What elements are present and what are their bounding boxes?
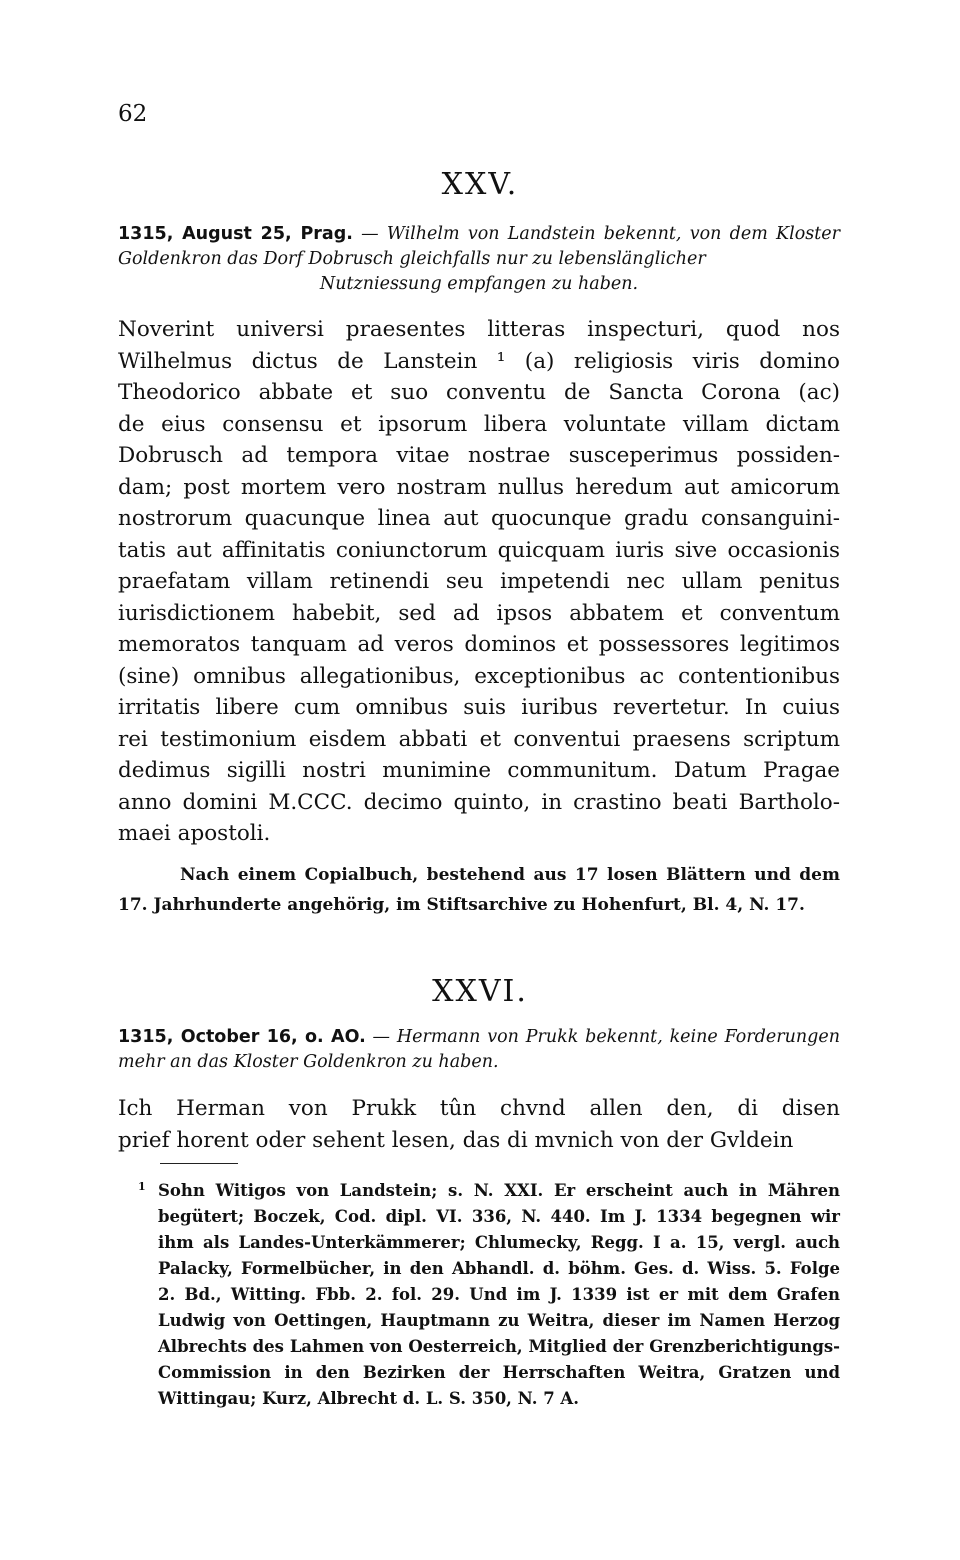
text-line: tatis aut affinitatis coniunctorum quicquam iuris sive occasionis <box>118 537 840 563</box>
regest-summary: — Wilhelm von Landstein bekennt, von dem <box>361 224 768 244</box>
regest-summary: — Hermann von Prukk bekennt, keine <box>372 1027 718 1047</box>
footnote-rule <box>160 1163 238 1164</box>
footnote <box>138 1178 840 1412</box>
text-line: de eius consensu et ipsorum libera voluntate villam dictam <box>118 411 840 437</box>
regest-date-place: 1315, October 16, o. AO. <box>118 1027 366 1047</box>
footnote-line: Wittingau; Kurz, Albrecht d. L. S. 350, N. 7 A. <box>158 1389 579 1408</box>
text-line: Wilhelmus dictus de Lanstein ¹ (a) religiosis viris domino <box>118 348 840 374</box>
document-text <box>118 314 840 850</box>
source-note-line: Nach einem Copialbuch, bestehend aus 17 losen Blättern und dem <box>180 865 840 885</box>
regest-summary: Forderungen mehr an das Kloster Goldenkron zu haben. <box>118 1027 840 1072</box>
text-line: Noverint universi praesentes litteras inspecturi, quod nos <box>118 317 840 342</box>
regest-summary: Nutzniessung empfangen zu haben. <box>319 274 639 294</box>
document-regest <box>118 1025 840 1075</box>
text-line: maei apostoli. <box>118 821 271 846</box>
footnote-line: Ludwig von Oettingen, Hauptmann zu Weitra, dieser im Namen Herzog <box>158 1311 840 1330</box>
text-line: irritatis libere cum omnibus suis iuribus revertetur. In cuius <box>118 695 840 720</box>
text-line: dam; post mortem vero nostram nullus heredum aut amicorum <box>118 474 840 500</box>
footnote-line: Palacky, Formelbücher, in den Abhandl. d. böhm. Ges. d. Wiss. 5. Folge <box>158 1259 840 1278</box>
footnote-line: ihm als Landes-Unterkämmerer; Chlumecky, Regg. I a. 15, vergl. auch <box>158 1233 840 1252</box>
text-line: iurisdictionem habebit, sed ad ipsos abbatem et conventum <box>118 600 840 626</box>
footnote-line: Commission in den Bezirken der Herrschaften Weitra, Gratzen und <box>158 1363 840 1382</box>
page-number: 62 <box>118 101 148 127</box>
footnote-line: 2. Bd., Witting. Fbb. 2. fol. 29. Und im J. 1339 ist er mit dem Grafen <box>158 1285 840 1304</box>
footnote-line: begütert; Boczek, Cod. dipl. VI. 336, N. 440. Im J. 1334 begegnen wir <box>158 1207 840 1226</box>
footnote-marker: 1 <box>138 1180 146 1193</box>
text-line: rei testimonium eisdem abbati et conventui praesens scriptum <box>118 726 840 752</box>
text-line: memoratos tanquam ad veros dominos et possessores legitimos <box>118 632 840 657</box>
footnote-line: Sohn Witigos von Landstein; s. N. XXI. Er erscheint auch in Mähren <box>158 1181 840 1200</box>
regest-date-place: 1315, August 25, Prag. <box>118 224 353 244</box>
text-line: Theodorico abbate et suo conventu de Sancta Corona (ac) <box>118 380 840 405</box>
text-line: Dobrusch ad tempora vitae nostrae susceperimus possiden- <box>118 443 840 468</box>
document-number-heading: XXV. <box>441 167 519 202</box>
text-line: dedimus sigilli nostri munimine communitum. Datum Pragae <box>118 758 840 783</box>
source-note-line: 17. Jahrhunderte angehörig, im Stiftsarchive zu Hohenfurt, Bl. 4, N. 17. <box>118 895 805 915</box>
text-line: (sine) omnibus allegationibus, exceptionibus ac contentionibus <box>118 663 840 689</box>
text-line: Ich Herman von Prukk tûn chvnd allen den, di disen <box>118 1096 840 1121</box>
footnote-line: Albrechts des Lahmen von Oesterreich, Mitglied der Grenzberichtigungs- <box>158 1337 840 1356</box>
document-number-heading: XXVI. <box>432 974 528 1009</box>
text-line: nostrorum quacunque linea aut quocunque gradu consanguini- <box>118 506 840 531</box>
text-line: prief horent oder sehent lesen, das di mvnich von der Gvldein <box>118 1127 794 1153</box>
text-line: praefatam villam retinendi seu impetendi nec ullam penitus <box>118 569 840 594</box>
regest-summary: Kloster Goldenkron das Dorf Dobrusch gleichfalls nur zu lebenslänglicher <box>118 224 840 269</box>
document-regest <box>118 222 840 297</box>
text-line: anno domini M.CCC. decimo quinto, in crastino beati Bartholo- <box>118 789 840 815</box>
document-text <box>118 1093 840 1156</box>
source-note <box>118 860 840 920</box>
